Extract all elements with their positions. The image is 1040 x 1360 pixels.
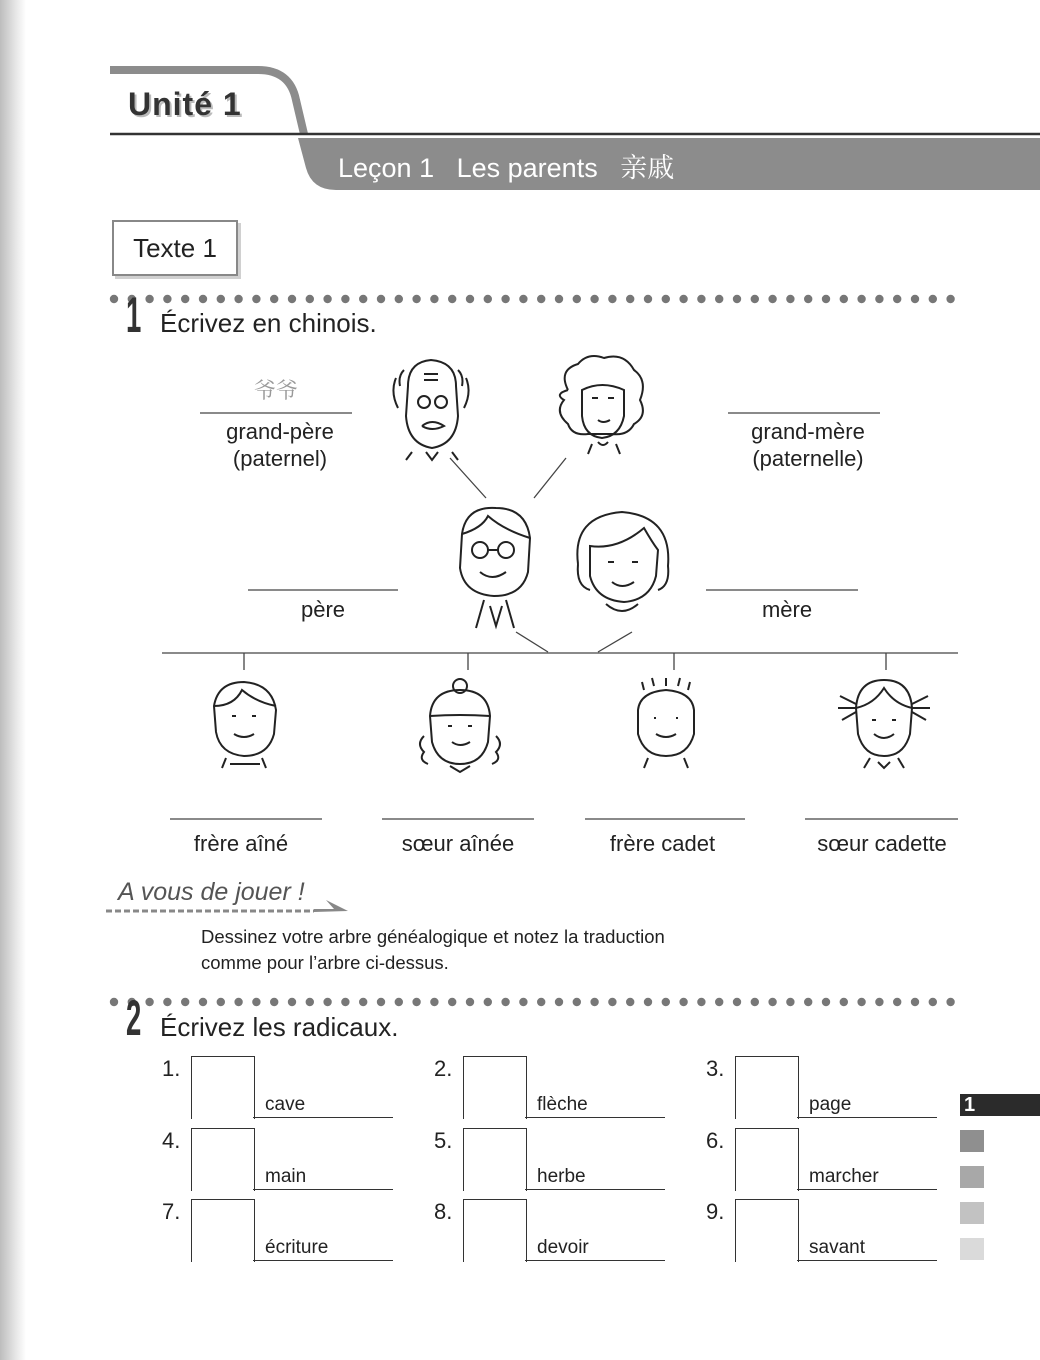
label-grandfather [190, 418, 370, 472]
chapter-marker [960, 1202, 984, 1224]
radical-item [434, 1128, 669, 1194]
texte-label-box: Texte 1 [112, 220, 238, 276]
radical-item-word: page [809, 1094, 852, 1115]
label-mother: mère [761, 597, 813, 622]
a-vous-underline [104, 898, 354, 916]
radical-item-word: devoir [537, 1237, 589, 1258]
label-grandmother [718, 418, 898, 472]
chapter-marker [960, 1130, 984, 1152]
radical-item-word: cave [265, 1094, 306, 1115]
radical-item [706, 1128, 941, 1194]
radical-item [162, 1056, 397, 1122]
radical-answer-box[interactable] [735, 1199, 799, 1262]
radical-item-number: 4. [162, 1128, 181, 1153]
radical-item-number: 5. [434, 1128, 453, 1153]
lesson-title: Les parents [456, 153, 598, 183]
radical-item [434, 1056, 669, 1122]
exercise-1-number: 1 [126, 287, 142, 343]
a-vous-title: A vous de jouer ! [118, 878, 305, 906]
grandmother-face-image [548, 350, 656, 458]
radical-item-number: 9. [706, 1199, 725, 1224]
label-grandfather-line1: grand-père [226, 419, 334, 444]
label-elder-sister: sœur aînée [401, 831, 515, 856]
unit-title: Unité 1 [128, 86, 242, 122]
radical-item-word: flèche [537, 1094, 588, 1115]
radical-item-number: 7. [162, 1199, 181, 1224]
label-father: père [300, 597, 346, 622]
father-face-image [446, 500, 546, 632]
dotted-separator [108, 996, 960, 1008]
younger-brother-face-image [626, 676, 706, 770]
lesson-number: Leçon 1 [338, 153, 435, 183]
radical-underline [525, 1117, 665, 1118]
mother-face-image [568, 506, 678, 626]
label-grandfather-line2: (paternel) [232, 446, 328, 471]
radical-item-word: herbe [537, 1166, 586, 1187]
chapter-tab-1: 1 [960, 1094, 1040, 1116]
radical-item [706, 1199, 941, 1265]
elder-sister-face-image [414, 676, 504, 776]
radical-item [162, 1199, 397, 1265]
chapter-marker [960, 1166, 984, 1188]
chapter-marker [960, 1238, 984, 1260]
radical-underline [253, 1260, 393, 1261]
a-vous-line1: Dessinez votre arbre généalogique et notez la traduction [201, 926, 665, 947]
radical-item-number: 6. [706, 1128, 725, 1153]
lesson-chinese-title: 亲戚 [620, 153, 675, 183]
example-answer-grandfather: 爷爷 [253, 379, 298, 404]
radical-answer-box[interactable] [463, 1056, 527, 1119]
radical-item-word: marcher [809, 1166, 879, 1187]
label-younger-brother: frère cadet [609, 831, 716, 856]
grandfather-face-image [386, 356, 476, 464]
radical-answer-box[interactable] [191, 1199, 255, 1262]
radical-underline [797, 1260, 937, 1261]
radical-item [706, 1056, 941, 1122]
radical-item [434, 1199, 669, 1265]
radical-underline [525, 1260, 665, 1261]
radical-underline [797, 1189, 937, 1190]
a-vous-line2: comme pour l’arbre ci-dessus. [201, 952, 449, 973]
radical-item-number: 2. [434, 1056, 453, 1081]
radical-underline [253, 1117, 393, 1118]
radical-answer-box[interactable] [191, 1128, 255, 1191]
radical-answer-box[interactable] [191, 1056, 255, 1119]
radical-answer-box[interactable] [463, 1199, 527, 1262]
elder-brother-face-image [204, 676, 284, 770]
label-grandmother-line2: (paternelle) [752, 446, 864, 471]
radical-item-word: écriture [265, 1237, 329, 1258]
radical-underline [253, 1189, 393, 1190]
radical-underline [525, 1189, 665, 1190]
radical-item-word: savant [809, 1237, 865, 1258]
label-elder-brother: frère aîné [193, 831, 289, 856]
radical-item-number: 8. [434, 1199, 453, 1224]
radical-item-word: main [265, 1166, 307, 1187]
exercise-2-number: 2 [126, 990, 142, 1046]
radical-answer-box[interactable] [735, 1056, 799, 1119]
exercise-2-title: Écrivez les radicaux. [160, 1012, 399, 1042]
younger-sister-face-image [834, 668, 934, 772]
radical-item-number: 1. [162, 1056, 181, 1081]
radical-answer-box[interactable] [735, 1128, 799, 1191]
radical-answer-box[interactable] [463, 1128, 527, 1191]
a-vous-instructions [201, 924, 761, 976]
radical-underline [797, 1117, 937, 1118]
label-younger-sister: sœur cadette [817, 831, 947, 856]
radical-item-number: 3. [706, 1056, 725, 1081]
label-grandmother-line1: grand-mère [751, 419, 865, 444]
exercise-1-title: Écrivez en chinois. [160, 308, 377, 338]
radical-item [162, 1128, 397, 1194]
